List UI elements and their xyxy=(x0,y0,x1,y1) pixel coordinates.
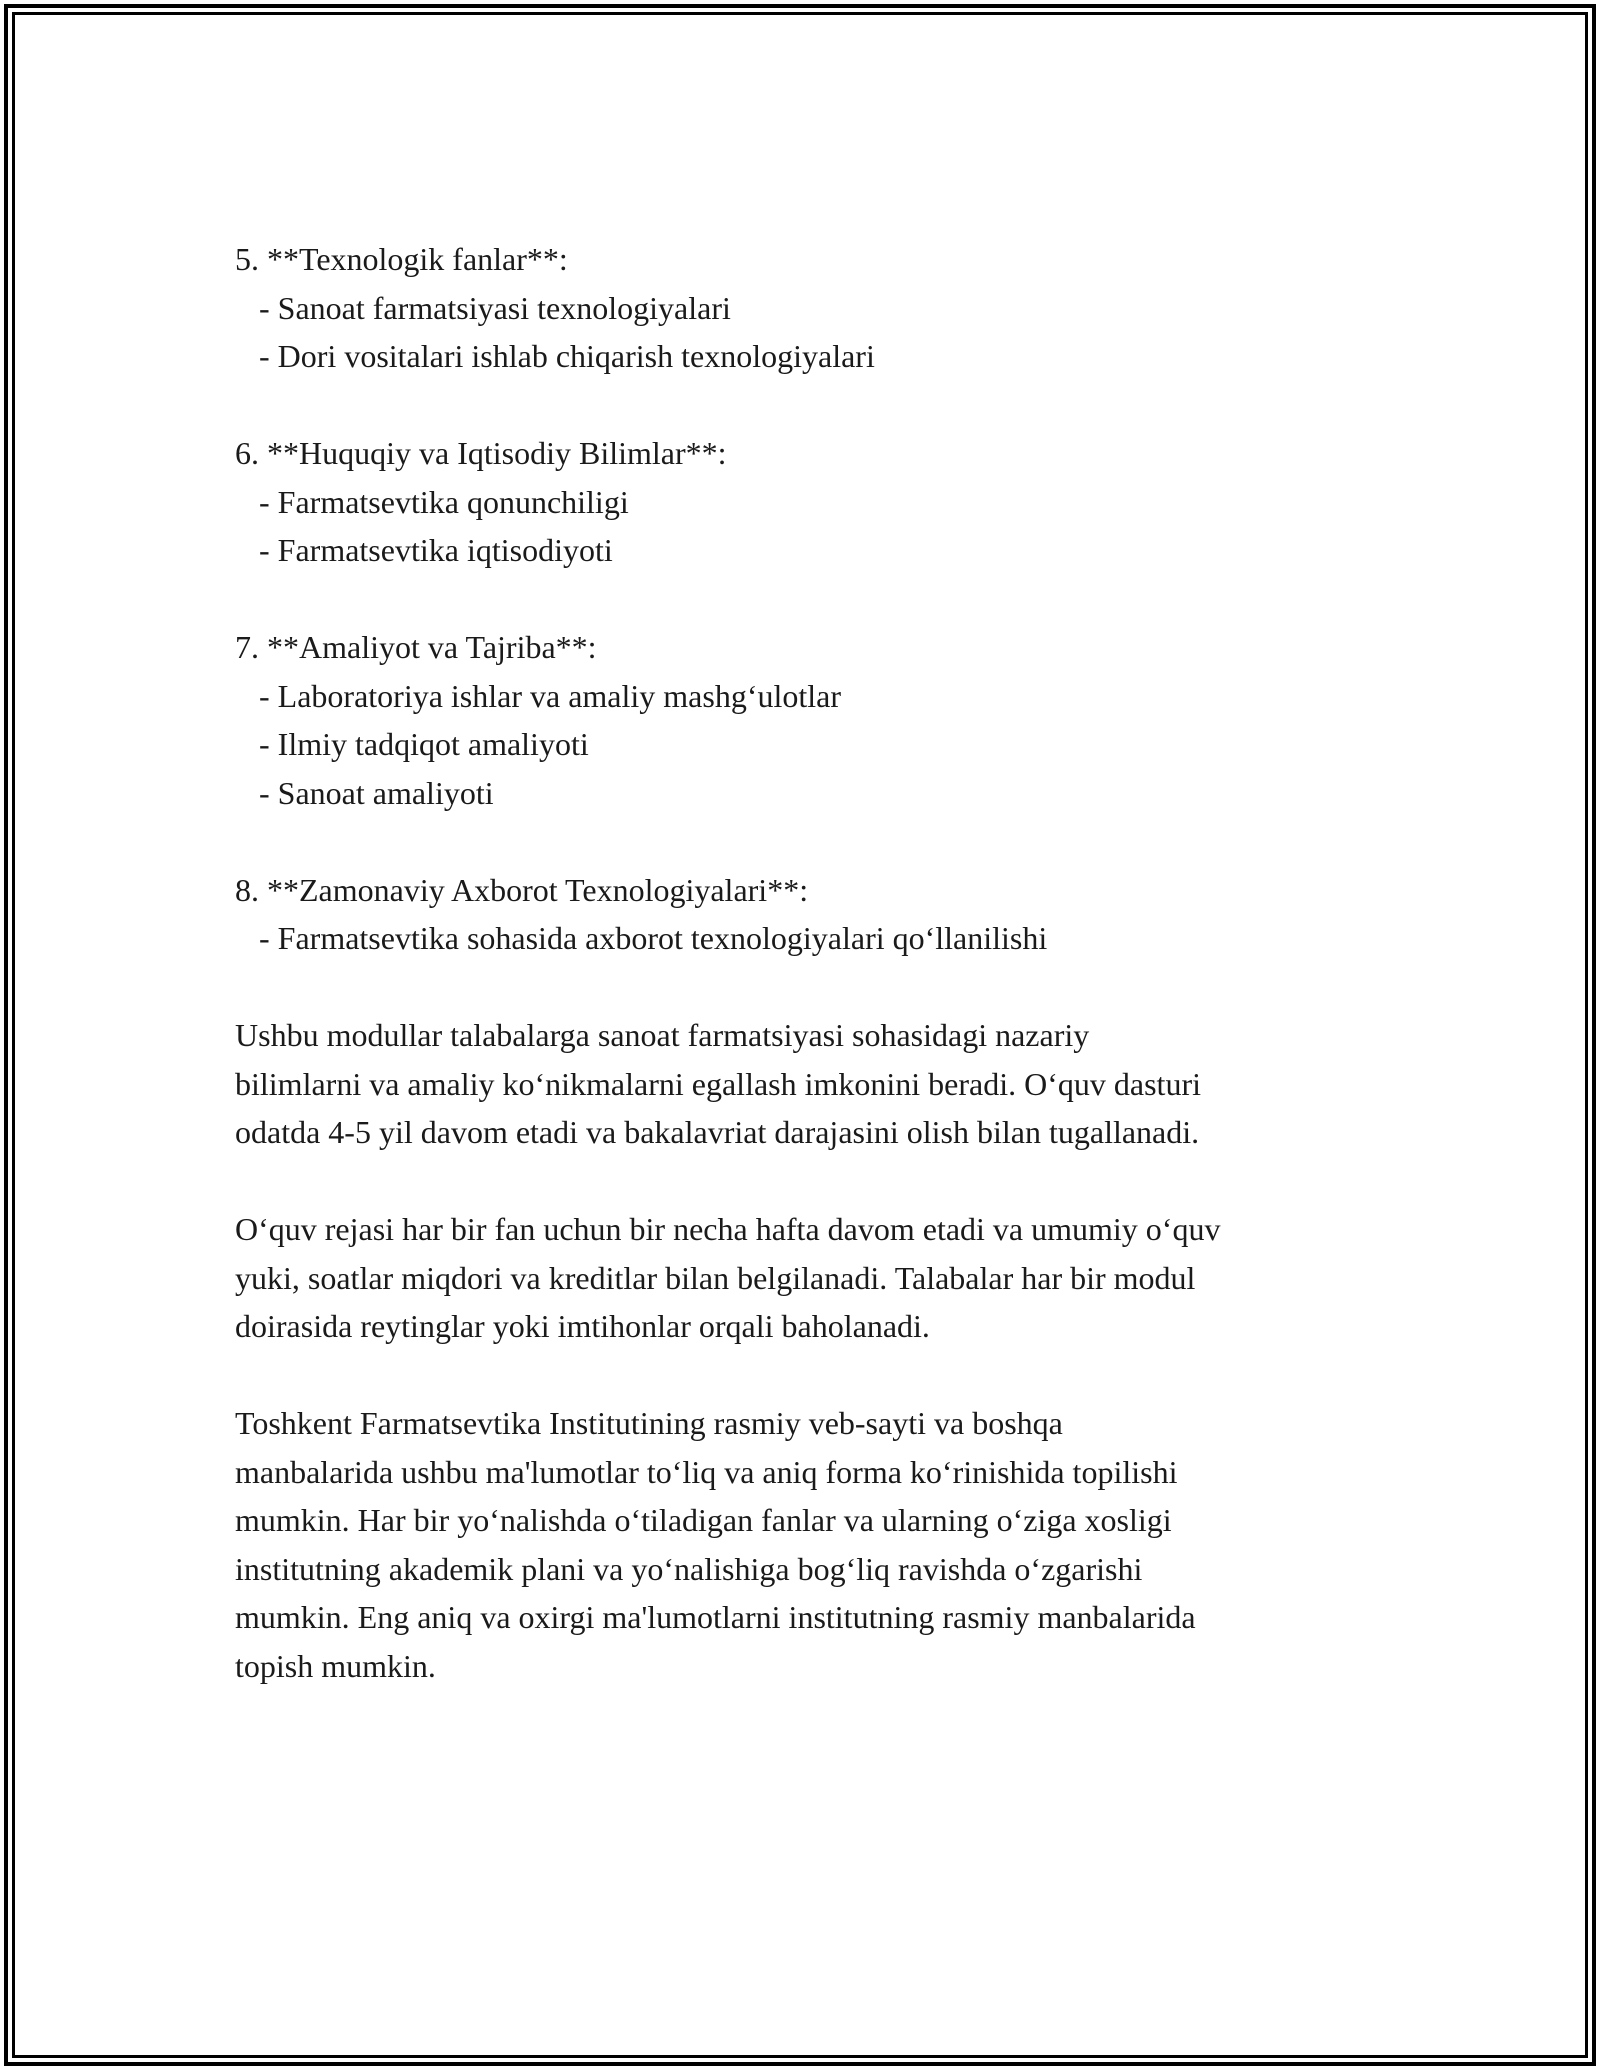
spacer xyxy=(235,381,1385,430)
list-item: - Ilmiy tadqiqot amaliyoti xyxy=(235,726,589,762)
spacer xyxy=(235,817,1385,866)
section-heading: 6. **Huquqiy va Iqtisodiy Bilimlar**: xyxy=(235,435,727,471)
paragraph-line: odatda 4-5 yil davom etadi va bakalavriat darajasini olish bilan tugallanadi. xyxy=(235,1114,1200,1150)
paragraph-line: Toshkent Farmatsevtika Institutining rasmiy veb-sayti va boshqa xyxy=(235,1405,1063,1441)
section-heading: 5. **Texnologik fanlar**: xyxy=(235,241,568,277)
document-body xyxy=(235,235,1385,1690)
section-practice xyxy=(235,623,1385,817)
list-item: - Sanoat amaliyoti xyxy=(235,774,494,811)
list-item: - Sanoat farmatsiyasi texnologiyalari xyxy=(235,289,731,326)
section-it xyxy=(235,866,1385,963)
paragraph-curriculum xyxy=(235,1205,1385,1351)
paragraph-line: yuki, soatlar miqdori va kreditlar bilan belgilanadi. Talabalar har bir modul xyxy=(235,1259,1196,1296)
paragraph-line: mumkin. Har bir yo‘nalishda o‘tiladigan fanlar va ularning o‘ziga xosligi xyxy=(235,1502,1172,1538)
spacer xyxy=(235,1351,1385,1400)
section-heading: 7. **Amaliyot va Tajriba**: xyxy=(235,629,597,665)
section-heading: 8. **Zamonaviy Axborot Texnologiyalari**: xyxy=(235,871,809,908)
paragraph-line: manbalarida ushbu ma'lumotlar to‘liq va aniq forma ko‘rinishida topilishi xyxy=(235,1453,1178,1490)
paragraph-line: bilimlarni va amaliy ko‘nikmalarni egallash imkonini beradi. O‘quv dasturi xyxy=(235,1065,1201,1102)
spacer xyxy=(235,575,1385,624)
paragraph-line: institutning akademik plani va yo‘nalishiga bog‘liq ravishda o‘zgarishi xyxy=(235,1550,1143,1587)
paragraph-sources xyxy=(235,1399,1385,1690)
list-item: - Farmatsevtika iqtisodiyoti xyxy=(235,532,613,568)
list-item: - Dori vositalari ishlab chiqarish texnologiyalari xyxy=(235,338,875,374)
paragraph-line: mumkin. Eng aniq va oxirgi ma'lumotlarni institutning rasmiy manbalarida xyxy=(235,1599,1196,1635)
section-law-economics xyxy=(235,429,1385,575)
list-item: - Farmatsevtika sohasida axborot texnologiyalari qo‘llanilishi xyxy=(235,920,1048,956)
paragraph-line: Ushbu modullar talabalarga sanoat farmatsiyasi sohasidagi nazariy xyxy=(235,1017,1090,1053)
paragraph-line: topish mumkin. xyxy=(235,1647,436,1684)
section-technology xyxy=(235,235,1385,381)
spacer xyxy=(235,1157,1385,1206)
paragraph-line: O‘quv rejasi har bir fan uchun bir necha hafta davom etadi va umumiy o‘quv xyxy=(235,1211,1221,1247)
list-item: - Farmatsevtika qonunchiligi xyxy=(235,483,629,520)
list-item: - Laboratoriya ishlar va amaliy mashg‘ulotlar xyxy=(235,677,842,714)
paragraph-line: doirasida reytinglar yoki imtihonlar orqali baholanadi. xyxy=(235,1308,930,1344)
paragraph-modules xyxy=(235,1011,1385,1157)
spacer xyxy=(235,963,1385,1012)
